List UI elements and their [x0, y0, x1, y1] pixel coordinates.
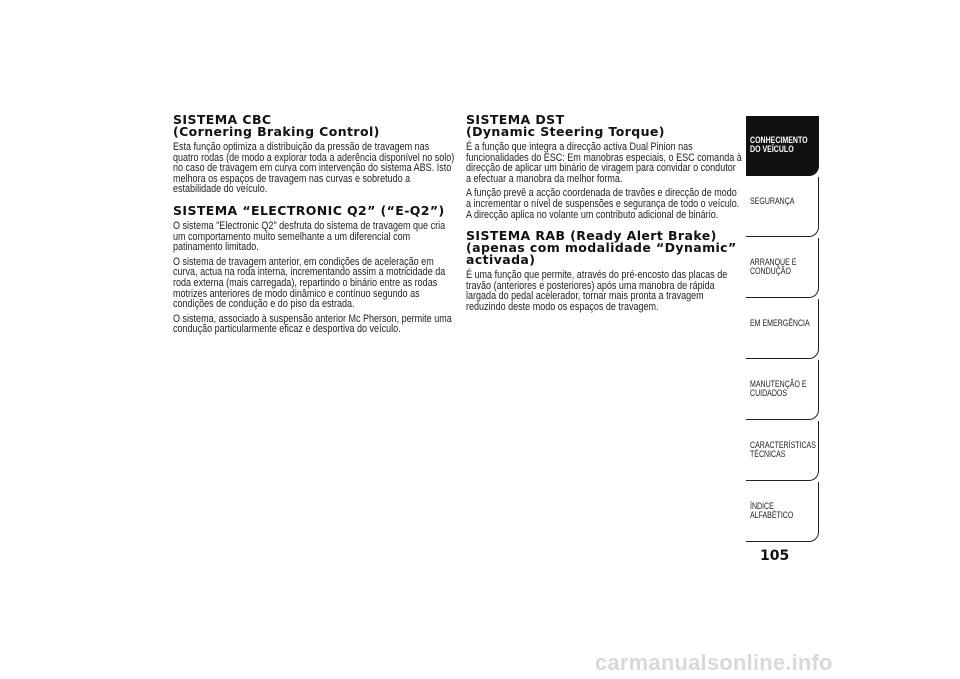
paragraph: A função prevê a acção coordenada de travões e direcção de modo a incrementar o nível de suspensões e segurança de todo o veículo. A direcção aplica no volante um contributo adicional de binário.	[466, 187, 740, 221]
tab-label: MANUTENÇÃO E CUIDADOS	[750, 379, 807, 398]
chapter-sidebar	[746, 116, 819, 543]
paragraph: É a função que integra a direcção activa Dual Pinion nas funcionalidades do ESC: Em manobras especiais, o ESC comanda à direcção de aplicar um binário de viragem para convidar o condutor a efectuar a manobra da melhor forma.	[466, 141, 742, 185]
heading-line: SISTEMA DST	[466, 112, 565, 127]
heading-line: SISTEMA CBC	[173, 112, 272, 127]
paragraph: Esta função optimiza a distribuição da pressão de travagem nas quatro rodas (de modo a explorar toda a aderência disponível no solo) no caso de travagem em curva com intervenção do sistema ABS. Isto melhora os espaços de travagem nas curvas e sobretudo a estabilidade do veículo.	[173, 141, 455, 196]
section-heading-rab	[466, 230, 742, 266]
paragraph: O sistema de travagem anterior, em condições de aceleração em curva, actua na roda interna, incrementando assim a motricidade da roda externa (mais carregada), repartindo o binário entre as rodas motrizes anteriores de modo dinâmico e contínuo segundo as condições de condução e do piso da estrada.	[173, 255, 446, 311]
paragraph: É uma função que permite, através do pré-encosto das placas de travão (anteriores e posteriores) após uma manobra de rápida largada do pedal acelerador, tornar mais pronta a travagem reduzindo deste modo os espaços de travagem.	[466, 269, 728, 313]
heading-line: (Dynamic Steering Torque)	[466, 124, 665, 139]
tab-label: ÍNDICE ALFABÉTICO	[750, 501, 794, 520]
section-heading-cbc	[173, 114, 455, 138]
tab-em-emergencia[interactable]	[746, 299, 819, 359]
tab-label: SEGURANÇA	[750, 196, 795, 206]
tab-conhecimento-do-veiculo[interactable]	[746, 116, 819, 176]
tab-caracteristicas-tecnicas[interactable]	[746, 421, 819, 481]
heading-line: (Cornering Braking Control)	[173, 124, 380, 139]
tab-seguranca[interactable]	[746, 177, 819, 237]
page-number: 105	[760, 548, 790, 564]
left-column	[173, 114, 455, 339]
right-column	[466, 114, 742, 317]
tab-manutencao-e-cuidados[interactable]	[746, 360, 819, 420]
section-heading-dst	[466, 114, 742, 138]
tab-arranque-e-conducao[interactable]	[746, 238, 819, 298]
tab-label: CARACTERÍSTICAS TÉCNICAS	[750, 440, 816, 459]
heading-line: SISTEMA RAB (Ready Alert Brake)	[466, 228, 717, 244]
paragraph: O sistema "Electronic Q2" desfruta do sistema de travagem que cria um comportamento muito semelhante a um diferencial com patinamento limitado.	[173, 219, 446, 254]
heading-line: (apenas com modalidade “Dynamic”	[466, 240, 737, 256]
tab-label: EM EMERGÊNCIA	[750, 318, 810, 328]
watermark-text: carmanualsonline.info	[595, 650, 833, 675]
section-heading-eq2	[173, 202, 455, 218]
paragraph: O sistema, associado à suspensão anterior Mc Pherson, permite uma condução particularmente eficaz e desportiva do veículo.	[173, 312, 452, 336]
tab-label: ARRANQUE E CONDUÇÃO	[750, 257, 797, 276]
heading-line: SISTEMA “ELECTRONIC Q2” (“E-Q2”)	[173, 202, 445, 218]
tab-indice-alfabetico[interactable]	[746, 482, 819, 542]
tab-label: CONHECIMENTO DO VEÍCULO	[750, 135, 808, 154]
heading-line: activada)	[466, 252, 536, 268]
